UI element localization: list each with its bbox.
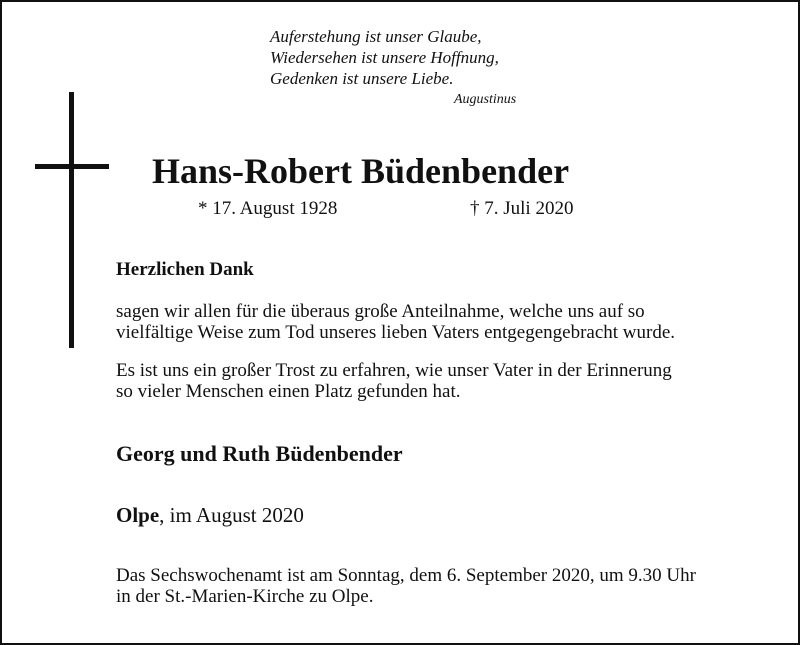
service-line-1: Das Sechswochenamt ist am Sonntag, dem 6. September 2020, um 9.30 Uhr — [116, 565, 696, 586]
thanks-heading: Herzlichen Dank — [116, 259, 254, 280]
place-date-text: , im August 2020 — [159, 503, 304, 527]
thanks-line-1: sagen wir allen für die überaus große Anteilnahme, welche uns auf so — [116, 301, 645, 322]
signers: Georg und Ruth Büdenbender — [116, 441, 403, 466]
death-date: † 7. Juli 2020 — [470, 198, 574, 219]
deceased-name: Hans-Robert Büdenbender — [152, 151, 570, 191]
quote-line-2: Wiedersehen ist unsere Hoffnung, — [270, 48, 499, 67]
epitaph-quote — [270, 26, 517, 107]
comfort-line-2: so vieler Menschen einen Platz gefunden hat. — [116, 381, 461, 402]
thanks-line-2: vielfältige Weise zum Tod unseres lieben Vaters entgegengebracht wurde. — [116, 322, 676, 343]
comfort-paragraph — [116, 360, 756, 402]
comfort-line-1: Es ist uns ein großer Trost zu erfahren, wie unser Vater in der Erinnerung — [116, 360, 672, 381]
service-notice — [116, 565, 756, 607]
quote-line-3: Gedenken ist unsere Liebe. — [270, 69, 454, 88]
cross-icon — [35, 92, 109, 348]
place-city: Olpe — [116, 503, 160, 527]
service-line-2: in der St.-Marien-Kirche zu Olpe. — [116, 586, 374, 607]
cross-horizontal-bar — [35, 164, 109, 169]
place-date — [116, 505, 756, 526]
quote-line-1: Auferstehung ist unser Glaube, — [270, 27, 482, 46]
thanks-paragraph — [116, 301, 756, 343]
quote-author: Augustinus — [454, 92, 517, 107]
cross-vertical-bar — [69, 92, 74, 348]
birth-date: * 17. August 1928 — [198, 198, 338, 219]
